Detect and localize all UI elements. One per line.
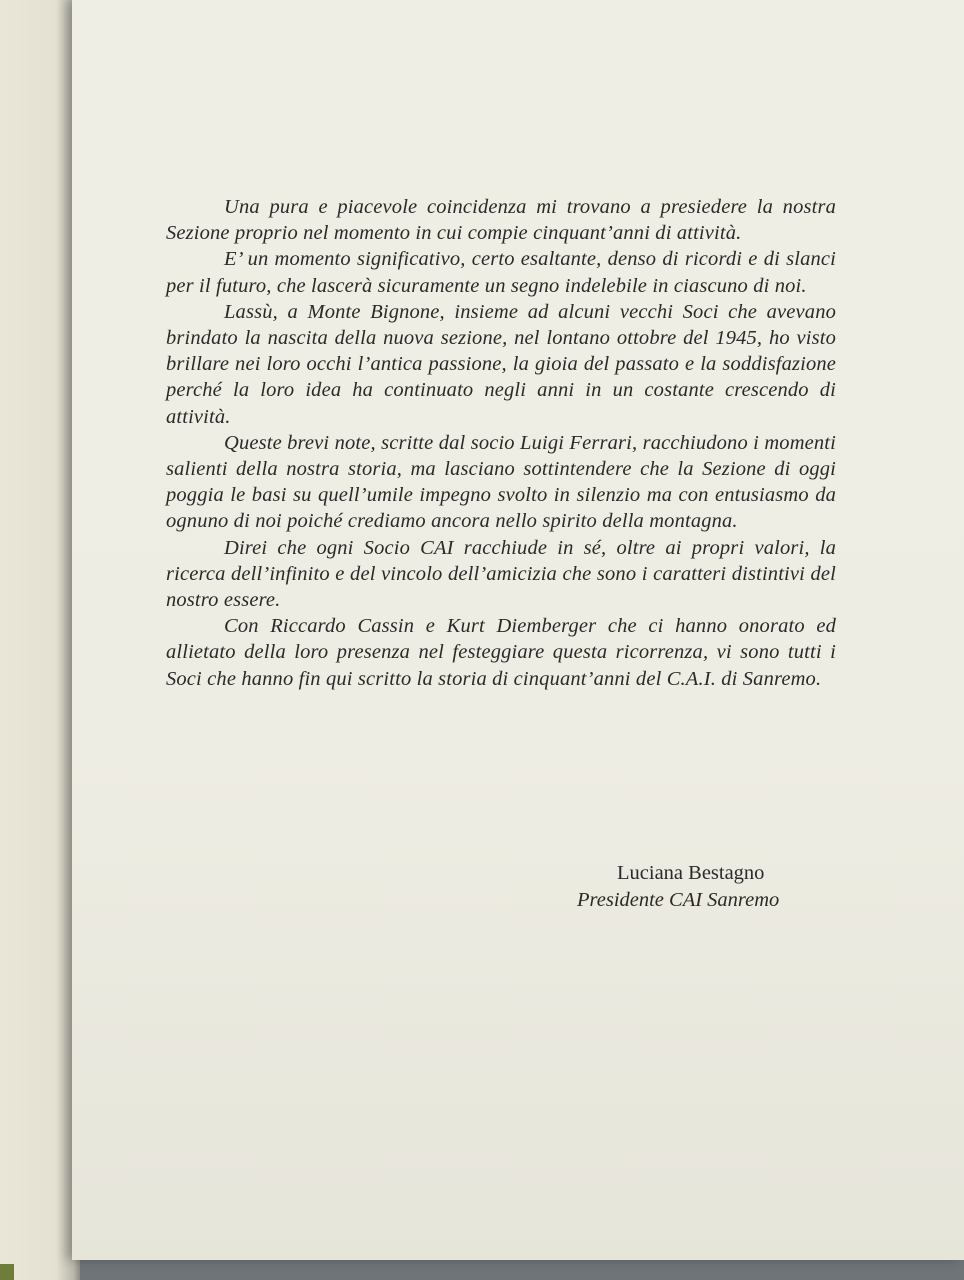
paragraph-4: Queste brevi note, scritte dal socio Luigi Ferrari, racchiudono i momenti salienti della nostra storia, ma lasciano sottintendere che la Sezione di oggi poggia le basi su quell’umile impegno svolto in silenzio ma con entusiasmo da ognuno di noi poiché crediamo ancora nello spirito della montagna. [166,431,836,533]
signature-block [577,860,779,914]
signature-name: Luciana Bestagno [617,862,765,884]
letter-body [166,194,836,692]
left-page-edge [0,0,80,1280]
paragraph-1: Una pura e piacevole coincidenza mi trovano a presiedere la nostra Sezione proprio nel momento in cui compie cinquant’anni di attività. [166,196,836,245]
paragraph-3: Lassù, a Monte Bignone, insieme ad alcuni vecchi Soci che avevano brindato la nascita della nuova sezione, nel lontano ottobre del 1945, ho visto brillare nei loro occhi l’antica passione, la gioia del passato e la soddisfazione perché la loro idea ha continuato negli anni in un costante crescendo di attività. [166,300,836,428]
paragraph-2: E’ un momento significativo, certo esaltante, denso di ricordi e di slanci per il futuro, che lascerà sicuramente un segno indelebile in ciascuno di noi. [166,248,836,297]
paragraph-6: Con Riccardo Cassin e Kurt Diemberger che ci hanno onorato ed allietato della loro presenza nel festeggiare questa ricorrenza, vi sono tutti i Soci che hanno fin qui scritto la storia di cinquant’anni del C.A.I. di Sanremo. [166,615,836,690]
paragraph-5: Direi che ogni Socio CAI racchiude in sé, oltre ai propri valori, la ricerca dell’infinito e del vincolo dell’amicizia che sono i caratteri distintivi del nostro essere. [166,536,836,612]
page-corner-tab [0,1264,14,1280]
signature-role: Presidente CAI Sanremo [577,889,780,911]
